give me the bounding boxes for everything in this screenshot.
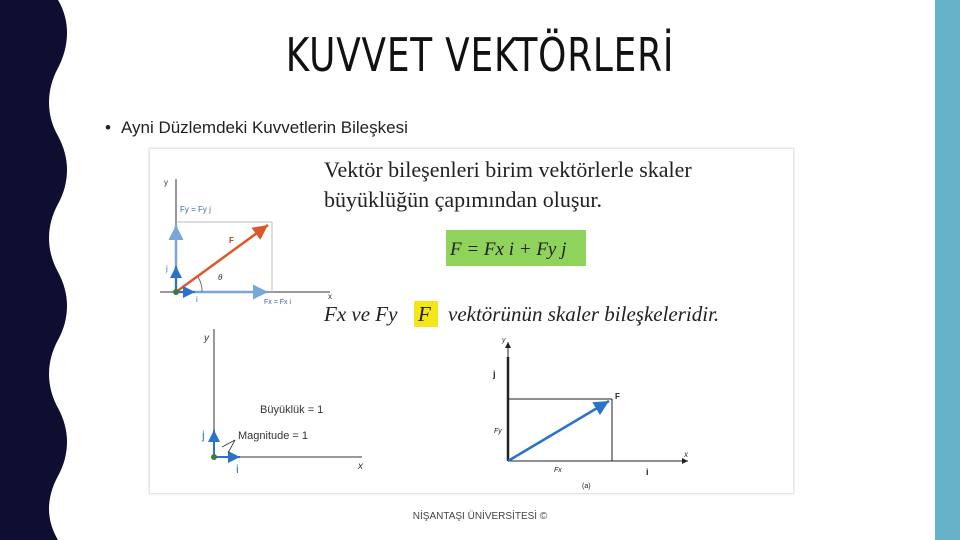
statement-f: F	[418, 302, 431, 326]
d1-i-label: i	[196, 295, 198, 304]
d1-y-label: y	[164, 178, 168, 187]
d3-x-label: x	[684, 450, 688, 459]
diagram-component-vectors	[160, 178, 332, 306]
d3-fx-label: Fx	[554, 467, 562, 474]
diagram-unit-vectors	[201, 329, 364, 476]
d1-f-label: F	[229, 236, 234, 245]
wavy-band-shape	[0, 0, 67, 540]
d2-i-label: i	[236, 462, 239, 476]
d1-fy-label: Fy = Fy j	[180, 205, 211, 214]
d2-buyukluk-label: Büyüklük = 1	[260, 404, 324, 416]
vector-figure	[149, 148, 794, 494]
bullet-dot: •	[105, 118, 111, 137]
d1-x-label: x	[328, 292, 332, 301]
d3-j-label: j	[493, 369, 496, 379]
d2-x-label: x	[358, 461, 363, 472]
bullet-item	[105, 118, 408, 138]
d3-fy-label: Fy	[494, 428, 502, 435]
right-accent-band	[935, 0, 960, 540]
d1-theta-label: θ	[218, 273, 223, 282]
d1-theta-arc	[198, 277, 202, 292]
d2-origin	[211, 454, 217, 460]
left-decorative-band	[0, 0, 70, 540]
d3-f-label: F	[615, 392, 620, 401]
slide-title: KUVVET VEKTÖRLERİ	[285, 28, 675, 82]
statement-prefix: Fx ve Fy	[324, 302, 398, 326]
d1-fx-label: Fx = Fx i	[264, 299, 292, 306]
d2-magnitude-label: Magnitude = 1	[238, 430, 309, 442]
figure-heading-line2: büyüklüğün çapımından oluşur.	[324, 187, 603, 212]
diagram-vector-decomposition	[470, 333, 697, 493]
d3-background	[470, 333, 697, 493]
statement-suffix: vektörünün skaler bileşkeleridir.	[448, 302, 720, 326]
equation-text: F = Fx i + Fy j	[450, 239, 567, 260]
d3-i-label: i	[646, 467, 649, 477]
d1-j-label: j	[166, 264, 168, 273]
slide-footer: NİŞANTAŞI ÜNİVERSİTESİ ©	[412, 511, 548, 522]
d3-caption: (a)	[582, 483, 591, 490]
d2-j-label: j	[202, 428, 205, 442]
d3-y-label: y	[502, 337, 506, 344]
d2-y-label: y	[204, 333, 209, 344]
figure-canvas	[150, 149, 793, 493]
bullet-text: Ayni Düzlemdeki Kuvvetlerin Bileşkesi	[120, 118, 408, 137]
figure-heading-line1: Vektör bileşenleri birim vektörlerle skaler	[324, 157, 692, 182]
d1-origin	[173, 289, 179, 295]
